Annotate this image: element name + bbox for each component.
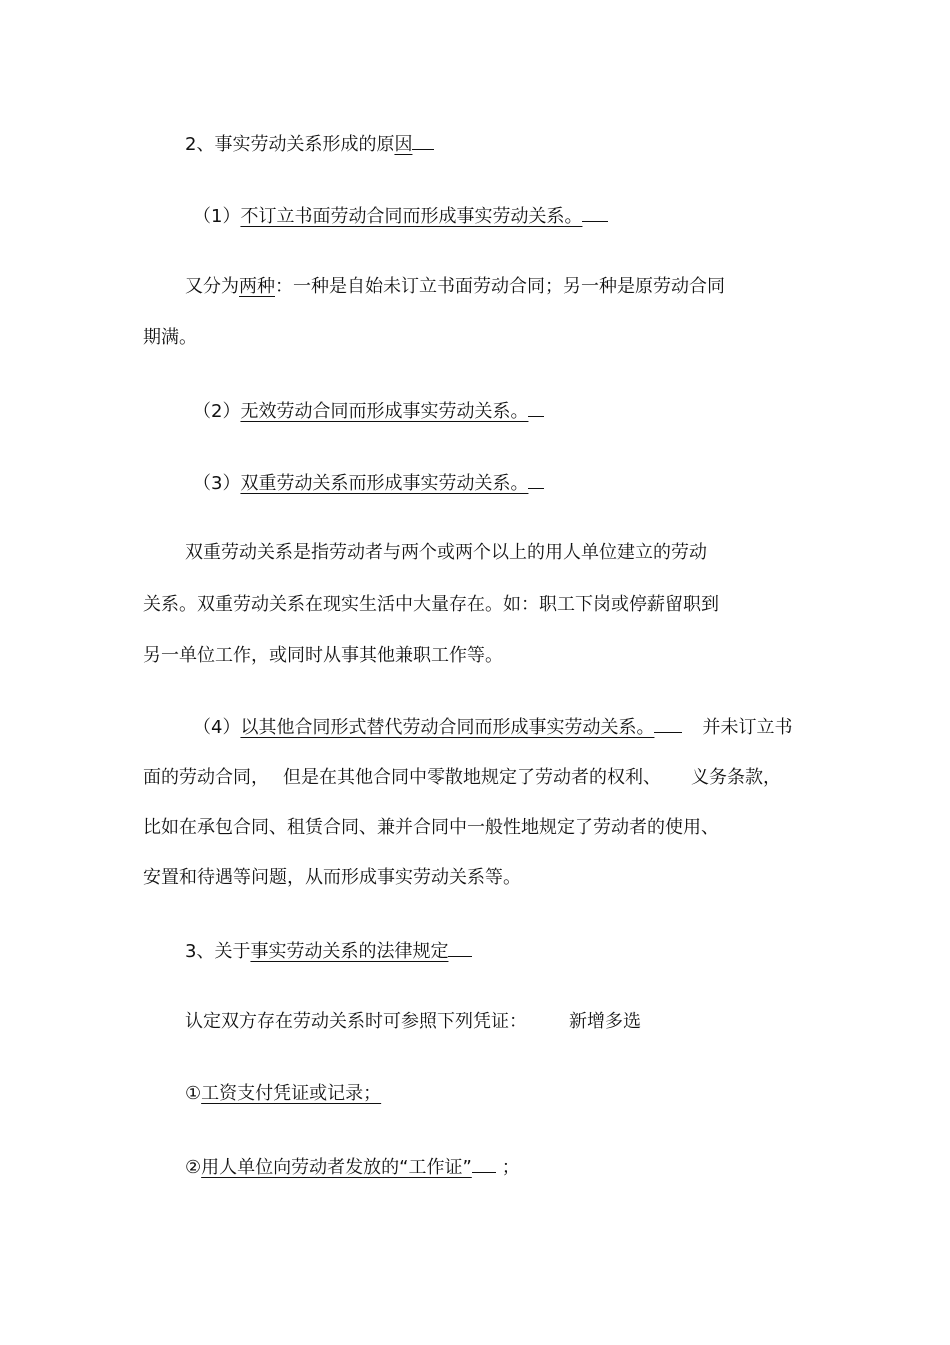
item-4-line-2-a: 面的劳动合同，: [143, 767, 269, 788]
evidence-tag: 新增多选: [569, 1011, 641, 1032]
item-4-line-2-b: 但是在其他合同中零散地规定了劳动者的权利、: [283, 767, 661, 788]
evidence-intro: 认定双方存在劳动关系时可参照下列凭证：: [185, 1011, 527, 1032]
item-4-line-3: 比如在承包合同、租赁合同、兼并合同中一般性地规定了劳动者的使用、: [143, 817, 719, 838]
evidence-item-2-end: ；: [501, 1157, 520, 1178]
item-3-note-line-2: 关系。双重劳动关系在现实生活中大量存在。如：职工下岗或停薪留职到: [143, 594, 719, 615]
item-3: [193, 470, 544, 494]
evidence-item-2-number: ②: [185, 1157, 202, 1178]
item-3-number: （3）: [193, 473, 241, 494]
section-2-blank-line: [412, 131, 434, 150]
item-4-line-2: [143, 766, 781, 790]
item-4-number: （4）: [193, 717, 241, 738]
section-2-underlined: 因: [394, 134, 413, 155]
evidence-item-1-number: ①: [185, 1083, 202, 1104]
item-1-note-text-b: ：一种是自始未订立书面劳动合同；另一种是原劳动合同: [275, 276, 725, 297]
item-2-text: 无效劳动合同而形成事实劳动关系。: [240, 401, 529, 422]
item-1-blank-line: [582, 203, 608, 222]
section-3-heading: [185, 938, 472, 962]
item-1-note-underlined: 两种: [239, 276, 275, 297]
evidence-item-2-blank-line: [472, 1154, 496, 1173]
evidence-item-2: [185, 1154, 520, 1178]
section-2-prefix: 2、事实劳动关系形成的原: [185, 134, 395, 155]
section-3-blank-line: [448, 938, 472, 957]
item-3-note-line-3: 另一单位工作，或同时从事其他兼职工作等。: [143, 645, 503, 666]
evidence-item-1-text: 工资支付凭证或记录；: [201, 1083, 382, 1104]
item-4-text: 以其他合同形式替代劳动合同而形成事实劳动关系。: [240, 717, 655, 738]
item-4-line-4: 安置和待遇等问题，从而形成事实劳动关系等。: [143, 867, 521, 888]
item-2: [193, 398, 544, 422]
evidence-intro-line: [185, 1010, 641, 1034]
item-1-note-line-1: [185, 275, 725, 299]
evidence-item-1: [185, 1082, 381, 1106]
item-4-line-2-c: 义务条款，: [691, 767, 781, 788]
item-1-note-line-2: 期满。: [143, 327, 197, 348]
evidence-item-2-text: 用人单位向劳动者发放的“工作证”: [201, 1157, 472, 1178]
item-3-blank-line: [528, 470, 544, 489]
item-1-note-text-a: 又分为: [185, 276, 239, 297]
item-1: [193, 203, 608, 227]
section-3-underlined: 事实劳动关系的法律规定: [250, 941, 449, 962]
item-2-number: （2）: [193, 401, 241, 422]
item-3-text: 双重劳动关系而形成事实劳动关系。: [240, 473, 529, 494]
item-4-tail: 并未订立书: [702, 717, 793, 738]
item-1-text: 不订立书面劳动合同而形成事实劳动关系。: [240, 206, 583, 227]
item-2-blank-line: [528, 398, 544, 417]
section-3-prefix: 3、关于: [185, 941, 251, 962]
item-1-number: （1）: [193, 206, 241, 227]
section-2-heading: [185, 131, 434, 155]
item-4-blank-line: [654, 714, 682, 733]
item-3-note-line-1: 双重劳动关系是指劳动者与两个或两个以上的用人单位建立的劳动: [185, 542, 707, 563]
item-4: [193, 714, 792, 738]
